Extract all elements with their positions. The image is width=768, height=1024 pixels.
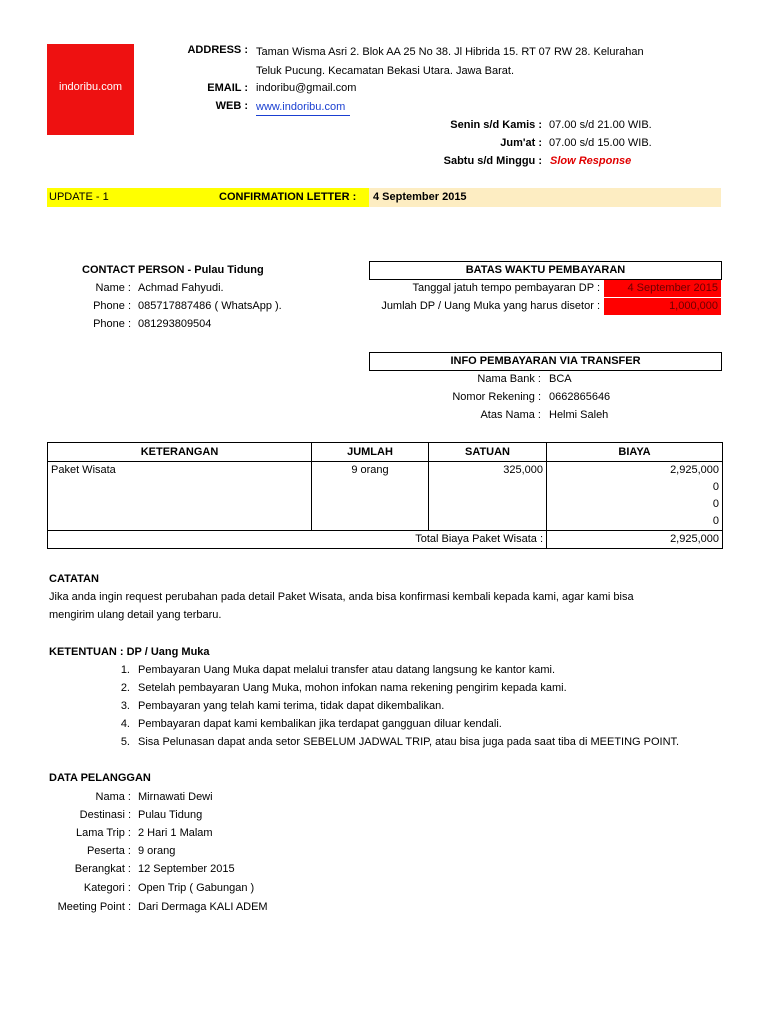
ketentuan-num-3: 3. — [120, 700, 130, 712]
cell-satuan — [429, 513, 547, 531]
ketentuan-item-5: Sisa Pelunasan dapat anda setor SEBELUM JADWAL TRIP, atau bisa juga pada saat tiba di MEETING POINT. — [138, 736, 680, 748]
web-label: WEB : — [215, 100, 248, 112]
customer-name: Mirnawati Dewi — [138, 791, 213, 803]
web-link-text[interactable]: www.indoribu.com — [256, 101, 346, 113]
address-label: ADDRESS : — [187, 44, 248, 56]
payment-due-value: 4 September 2015 — [604, 280, 721, 297]
update-label: UPDATE - 1 — [49, 191, 109, 203]
hours-value-weekend: Slow Response — [550, 155, 632, 167]
catatan-line-1: Jika anda ingin request perubahan pada detail Paket Wisata, anda bisa konfirmasi kembali kepada kami, agar kami bisa — [49, 591, 634, 603]
cell-satuan — [429, 496, 547, 513]
web-link[interactable] — [256, 101, 350, 113]
cost-table — [47, 442, 723, 549]
destination-label: Destinasi : — [79, 809, 131, 821]
ketentuan-num-2: 2. — [120, 682, 130, 694]
ketentuan-num-4: 4. — [120, 718, 130, 730]
trip-length: 2 Hari 1 Malam — [138, 827, 213, 839]
total-value: 2,925,000 — [547, 531, 723, 549]
customer-title: DATA PELANGGAN — [49, 772, 151, 784]
confirmation-date: 4 September 2015 — [373, 191, 467, 203]
cell-biaya: 0 — [547, 496, 723, 513]
cell-keterangan — [48, 479, 312, 496]
payment-due-label: Tanggal jatuh tempo pembayaran DP : — [412, 282, 600, 294]
ketentuan-num-1: 1. — [120, 664, 130, 676]
hours-value-weekday: 07.00 s/d 21.00 WIB. — [549, 119, 652, 131]
cost-table-header — [48, 443, 723, 462]
table-row — [48, 513, 723, 531]
cell-satuan: 325,000 — [429, 462, 547, 480]
address-line-2: Teluk Pucung. Kecamatan Bekasi Utara. Jawa Barat. — [256, 65, 515, 77]
contact-phone-2[interactable]: 081293809504 — [138, 318, 212, 330]
ketentuan-item-3: Pembayaran yang telah kami terima, tidak dapat dikembalikan. — [138, 700, 445, 712]
header-satuan: SATUAN — [429, 443, 547, 462]
hours-value-friday: 07.00 s/d 15.00 WIB. — [549, 137, 652, 149]
cell-keterangan: Paket Wisata — [48, 462, 312, 480]
catatan-line-2: mengirim ulang detail yang terbaru. — [49, 609, 222, 621]
participants: 9 orang — [138, 845, 176, 857]
dp-amount-label: Jumlah DP / Uang Muka yang harus disetor : — [381, 300, 600, 312]
contact-phone-1[interactable]: 085717887486 ( WhatsApp ). — [138, 300, 282, 312]
contact-phone-label-2: Phone : — [93, 318, 131, 330]
cell-satuan — [429, 479, 547, 496]
account-number: 0662865646 — [549, 391, 611, 403]
table-row — [48, 496, 723, 513]
payment-deadline-title: BATAS WAKTU PEMBAYARAN — [369, 261, 722, 280]
cell-biaya: 0 — [547, 479, 723, 496]
meeting-point-label: Meeting Point : — [57, 901, 131, 913]
customer-name-label: Nama : — [95, 791, 131, 803]
catatan-title: CATATAN — [49, 573, 99, 585]
category-label: Kategori : — [83, 882, 131, 894]
transfer-info-title: INFO PEMBAYARAN VIA TRANSFER — [369, 352, 722, 371]
header-keterangan: KETERANGAN — [48, 443, 312, 462]
account-holder: Helmi Saleh — [549, 409, 609, 421]
category: Open Trip ( Gabungan ) — [138, 882, 255, 894]
web-link-underline — [256, 115, 350, 116]
cell-biaya: 2,925,000 — [547, 462, 723, 480]
email-value[interactable]: indoribu@gmail.com — [256, 82, 357, 94]
cell-jumlah: 9 orang — [312, 462, 429, 480]
header-biaya: BIAYA — [547, 443, 723, 462]
confirmation-label: CONFIRMATION LETTER : — [219, 191, 357, 203]
table-total-row — [48, 531, 723, 549]
cell-keterangan — [48, 513, 312, 531]
ketentuan-item-4: Pembayaran dapat kami kembalikan jika terdapat gangguan diluar kendali. — [138, 718, 502, 730]
participants-label: Peserta : — [86, 845, 131, 857]
table-row — [48, 462, 723, 480]
departure: 12 September 2015 — [138, 863, 235, 875]
contact-title: CONTACT PERSON - Pulau Tidung — [82, 264, 264, 276]
header-jumlah: JUMLAH — [312, 443, 429, 462]
hours-label-friday: Jum'at : — [500, 137, 542, 149]
total-label: Total Biaya Paket Wisata : — [48, 531, 547, 549]
logo-text: indoribu.com — [59, 81, 122, 93]
cell-jumlah — [312, 479, 429, 496]
update-bar — [47, 188, 721, 207]
contact-name-label: Name : — [95, 282, 131, 294]
ketentuan-item-2: Setelah pembayaran Uang Muka, mohon infokan nama rekening pengirim kepada kami. — [138, 682, 567, 694]
ketentuan-num-5: 5. — [120, 736, 130, 748]
email-label: EMAIL : — [207, 82, 248, 94]
contact-phone-label-1: Phone : — [93, 300, 131, 312]
trip-length-label: Lama Trip : — [75, 827, 131, 839]
address-line-1: Taman Wisma Asri 2. Blok AA 25 No 38. Jl Hibrida 15. RT 07 RW 28. Kelurahan — [256, 46, 644, 58]
departure-label: Berangkat : — [74, 863, 131, 875]
ketentuan-title: KETENTUAN : DP / Uang Muka — [49, 646, 210, 658]
bank-name: BCA — [549, 373, 572, 385]
destination: Pulau Tidung — [138, 809, 203, 821]
account-holder-label: Atas Nama : — [480, 409, 541, 421]
contact-name: Achmad Fahyudi. — [138, 282, 224, 294]
bank-name-label: Nama Bank : — [477, 373, 541, 385]
meeting-point: Dari Dermaga KALI ADEM — [138, 901, 268, 913]
ketentuan-item-1: Pembayaran Uang Muka dapat melalui transfer atau datang langsung ke kantor kami. — [138, 664, 556, 676]
hours-label-weekday: Senin s/d Kamis : — [450, 119, 542, 131]
account-number-label: Nomor Rekening : — [452, 391, 541, 403]
cell-biaya: 0 — [547, 513, 723, 531]
cell-keterangan — [48, 496, 312, 513]
table-row — [48, 479, 723, 496]
cell-jumlah — [312, 513, 429, 531]
hours-label-weekend: Sabtu s/d Minggu : — [443, 155, 542, 167]
cell-jumlah — [312, 496, 429, 513]
dp-amount-value: 1,000,000 — [604, 298, 721, 315]
company-logo — [47, 44, 134, 135]
